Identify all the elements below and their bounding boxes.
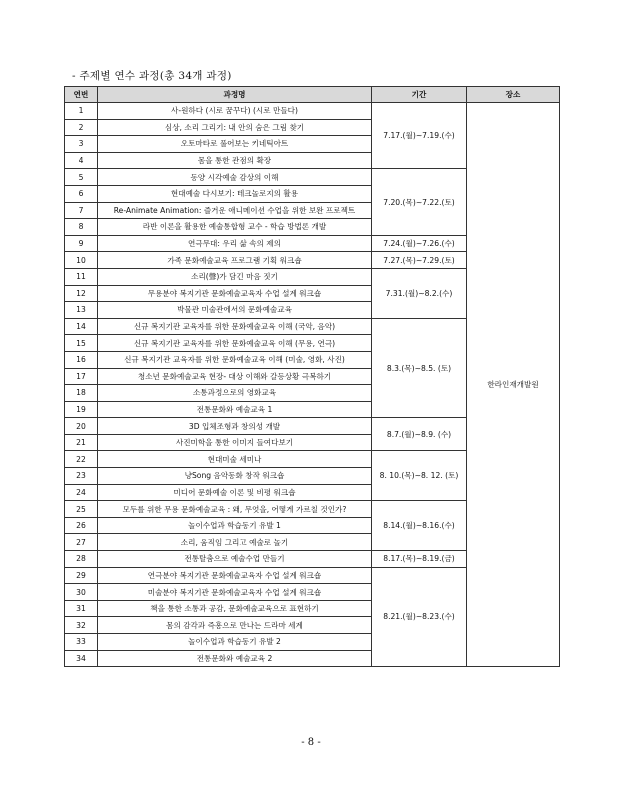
row-number: 27 bbox=[65, 534, 98, 551]
course-name: 현대미술 세미나 bbox=[98, 451, 372, 468]
course-name: 가족 문화예술교육 프로그램 기획 워크숍 bbox=[98, 252, 372, 269]
row-number: 16 bbox=[65, 351, 98, 368]
row-number: 33 bbox=[65, 634, 98, 651]
row-number: 2 bbox=[65, 119, 98, 136]
course-name: 책을 통한 소통과 공감, 문화예술교육으로 표현하기 bbox=[98, 600, 372, 617]
course-name: 사-원하다 (시로 꿈꾸다) (시로 만들다) bbox=[98, 103, 372, 120]
course-name: 전통탈춤으로 예술수업 만들기 bbox=[98, 551, 372, 568]
course-name: 사진미학을 통한 이미지 들여다보기 bbox=[98, 434, 372, 451]
course-name: 몸을 통한 관점의 확장 bbox=[98, 152, 372, 169]
row-number: 3 bbox=[65, 136, 98, 153]
row-number: 7 bbox=[65, 202, 98, 219]
row-number: 13 bbox=[65, 302, 98, 319]
course-name: 라반 이론을 활용한 예술통합형 교수 - 학습 방법론 개발 bbox=[98, 219, 372, 236]
row-number: 31 bbox=[65, 600, 98, 617]
row-number: 26 bbox=[65, 517, 98, 534]
row-number: 22 bbox=[65, 451, 98, 468]
course-name: 무용분야 복지기관 문화예술교육자 수업 설계 워크숍 bbox=[98, 285, 372, 302]
row-number: 32 bbox=[65, 617, 98, 634]
course-period: 8.3.(목)~8.5. (토) bbox=[372, 318, 467, 418]
row-number: 1 bbox=[65, 103, 98, 120]
row-number: 24 bbox=[65, 484, 98, 501]
page-number: - 8 - bbox=[301, 737, 321, 748]
course-name: 연극무대: 우리 삶 속의 제의 bbox=[98, 235, 372, 252]
course-name: 소리(聲)가 담긴 마음 짓기 bbox=[98, 268, 372, 285]
row-number: 30 bbox=[65, 584, 98, 601]
course-name: 신규 복지기관 교육자를 위한 문화예술교육 이해 (국악, 음악) bbox=[98, 318, 372, 335]
course-period: 7.24.(월)~7.26.(수) bbox=[372, 235, 467, 252]
header-place: 장소 bbox=[467, 87, 560, 103]
header-period: 기간 bbox=[372, 87, 467, 103]
row-number: 19 bbox=[65, 401, 98, 418]
course-period: 7.20.(목)~7.22.(토) bbox=[372, 169, 467, 235]
row-number: 8 bbox=[65, 219, 98, 236]
row-number: 21 bbox=[65, 434, 98, 451]
row-number: 23 bbox=[65, 468, 98, 485]
row-number: 9 bbox=[65, 235, 98, 252]
course-name: 미디어 문화예술 이론 및 비평 워크숍 bbox=[98, 484, 372, 501]
row-number: 29 bbox=[65, 567, 98, 584]
course-period: 8.17.(목)~8.19.(금) bbox=[372, 551, 467, 568]
course-name: 소통과정으로의 영화교육 bbox=[98, 385, 372, 402]
course-name: 현대예술 다시보기: 테크놀로지의 활용 bbox=[98, 185, 372, 202]
row-number: 14 bbox=[65, 318, 98, 335]
course-name: 몸의 감각과 즉흥으로 만나는 드라마 세계 bbox=[98, 617, 372, 634]
course-name: 박물관 미술관에서의 문화예술교육 bbox=[98, 302, 372, 319]
course-period: 7.17.(월)~7.19.(수) bbox=[372, 103, 467, 169]
course-name: 전통문화와 예술교육 2 bbox=[98, 650, 372, 667]
course-name: 미술분야 복지기관 문화예술교육자 수업 설계 워크숍 bbox=[98, 584, 372, 601]
course-name: 3D 입체조형과 창의성 개발 bbox=[98, 418, 372, 435]
row-number: 12 bbox=[65, 285, 98, 302]
course-schedule-table bbox=[64, 86, 560, 667]
course-period: 8.14.(월)~8.16.(수) bbox=[372, 501, 467, 551]
course-period: 8. 10.(목)~8. 12. (토) bbox=[372, 451, 467, 501]
row-number: 25 bbox=[65, 501, 98, 518]
course-name: 연극분야 복지기관 문화예술교육자 수업 설계 워크숍 bbox=[98, 567, 372, 584]
row-number: 11 bbox=[65, 268, 98, 285]
section-heading: - 주제별 연수 과정(총 34개 과정) bbox=[72, 70, 232, 82]
table-row bbox=[65, 103, 560, 120]
course-name: 청소년 문화예술교육 현장- 대상 이해와 갈등상황 극복하기 bbox=[98, 368, 372, 385]
row-number: 28 bbox=[65, 551, 98, 568]
row-number: 6 bbox=[65, 185, 98, 202]
row-number: 10 bbox=[65, 252, 98, 269]
row-number: 5 bbox=[65, 169, 98, 186]
row-number: 17 bbox=[65, 368, 98, 385]
course-name: 소리, 움직임 그리고 예술로 놀기 bbox=[98, 534, 372, 551]
course-name: 오토마타로 풀어보는 키네틱아트 bbox=[98, 136, 372, 153]
course-name: 모두를 위한 무용 문화예술교육 : 왜, 무엇을, 어떻게 가르칠 것인가? bbox=[98, 501, 372, 518]
row-number: 18 bbox=[65, 385, 98, 402]
table-header-row bbox=[65, 87, 560, 103]
course-name: 놀이수업과 학습동기 유발 1 bbox=[98, 517, 372, 534]
course-name: 전통문화와 예술교육 1 bbox=[98, 401, 372, 418]
course-name: 놀이수업과 학습동기 유발 2 bbox=[98, 634, 372, 651]
course-period: 8.7.(월)~8.9. (수) bbox=[372, 418, 467, 451]
course-period: 8.21.(월)~8.23.(수) bbox=[372, 567, 467, 667]
course-name: 냥Song 음악동화 창작 워크숍 bbox=[98, 468, 372, 485]
course-name: 신규 복지기관 교육자를 위한 문화예술교육 이해 (무용, 연극) bbox=[98, 335, 372, 352]
header-number: 연번 bbox=[65, 87, 98, 103]
course-period: 7.31.(월)~8.2.(수) bbox=[372, 268, 467, 318]
row-number: 20 bbox=[65, 418, 98, 435]
course-name: 심상, 소리 그리기: 내 안의 숨은 그림 찾기 bbox=[98, 119, 372, 136]
header-course-name: 과정명 bbox=[98, 87, 372, 103]
course-name: Re-Animate Animation: 즐거운 애니메이션 수업을 위한 보완 프로젝트 bbox=[98, 202, 372, 219]
course-name: 신규 복지기관 교육자를 위한 문화예술교육 이해 (미술, 영화, 사진) bbox=[98, 351, 372, 368]
course-period: 7.27.(목)~7.29.(토) bbox=[372, 252, 467, 269]
row-number: 4 bbox=[65, 152, 98, 169]
row-number: 34 bbox=[65, 650, 98, 667]
course-place: 한라인재개발원 bbox=[467, 103, 560, 667]
row-number: 15 bbox=[65, 335, 98, 352]
course-name: 동양 시각예술 감상의 이해 bbox=[98, 169, 372, 186]
